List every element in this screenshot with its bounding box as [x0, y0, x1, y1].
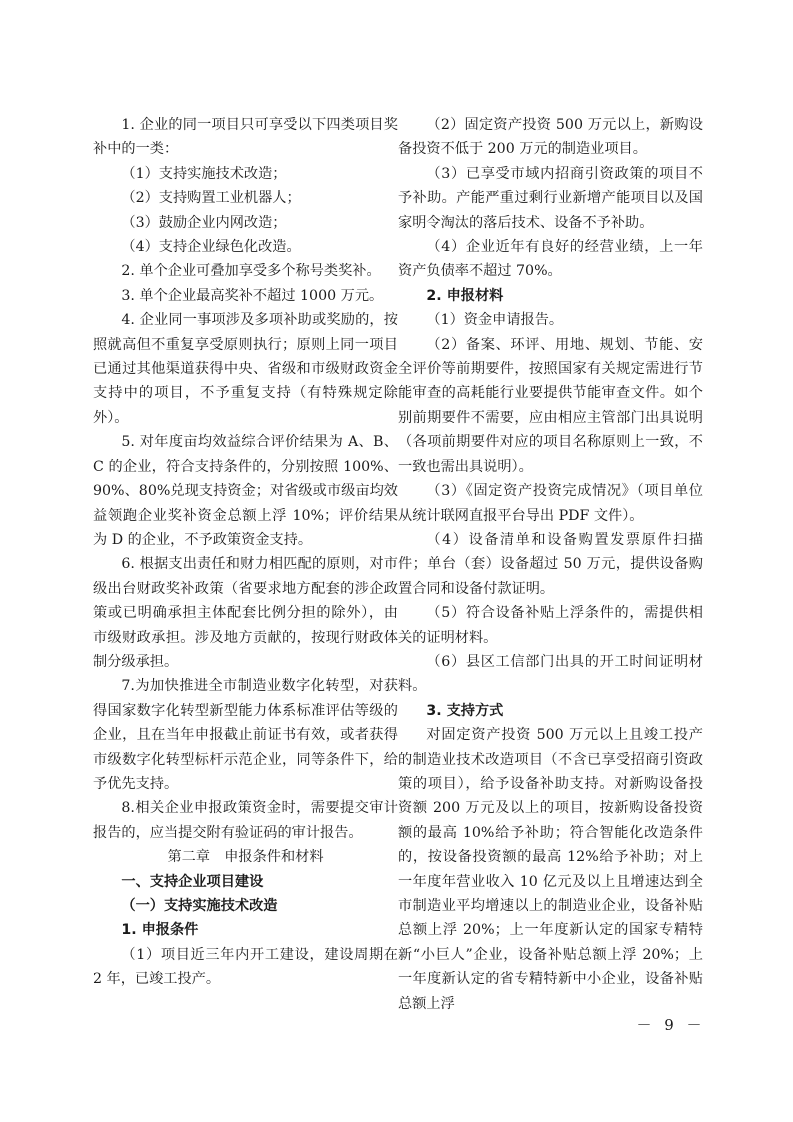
paragraph: （4）企业近年有良好的经营业绩，上一年资产负债率不超过 70%。	[398, 239, 703, 280]
item-heading: 1. 申报条件	[121, 922, 199, 939]
paragraph: 5. 对年度亩均效益综合评价结果为 A、B、C 的企业，符合支持条件的，分别按照 100%、90%、80%兑现支持资金；对省级或市级亩均效益领跑企业奖补资金总额上浮 10%；评价结果为 D 的企业，不予政策资金支持。	[93, 434, 398, 548]
paragraph: （2）固定资产投资 500 万元以上，新购设备投资不低于 200 万元的制造业项目。	[398, 117, 703, 158]
paragraph: 8.相关企业申报政策资金时，需要提交审计报告的，应当提交附有验证码的审计报告。	[93, 800, 398, 841]
paragraph: （6）县区工信部门出具的开工时间证明材料。	[398, 653, 703, 695]
paragraph: （2）备案、环评、用地、规划、节能、安全评价等前期要件，按照国家有关规定需进行节能审查的高耗能行业要提供节能审查文件。如个别前期要件不需要，应由相应主管部门出具说明（各项前期要件对应的项目名称原则上一致，不一致也需出具说明）。	[398, 336, 703, 475]
paragraph: （1）项目近三年内开工建设，建设周期在 2 年，已竣工投产。	[93, 946, 398, 988]
paragraph: （1）支持实施技术改造；	[121, 165, 287, 182]
paragraph: 3. 单个企业最高奖补不超过 1000 万元。	[121, 287, 384, 304]
subsection-heading: （一）支持实施技术改造	[121, 898, 278, 914]
paragraph: （2）支持购置工业机器人；	[121, 190, 301, 207]
paragraph: 7.为加快推进全市制造业数字化转型，对获得国家数字化转型新型能力体系标准评估等级的企业，且在当年申报截止前证书有效，或者获得市级数字化转型标杆示范企业，同等条件下，给予优先支持。	[93, 678, 398, 792]
paragraph: （1）资金申请报告。	[426, 312, 564, 329]
paragraph: （3）《固定资产投资完成情况》（项目单位从统计联网直报平台导出 PDF 文件）。	[398, 483, 703, 524]
item-heading: 2. 申报材料	[426, 287, 504, 304]
chapter-heading: 第二章 申报条件和材料	[167, 849, 324, 866]
left-column	[93, 113, 398, 992]
paragraph: 1. 企业的同一项目只可享受以下四类项目奖补中的一类：	[93, 117, 398, 158]
right-column	[398, 113, 703, 1016]
paragraph: 2. 单个企业可叠加享受多个称号类奖补。	[121, 263, 381, 280]
section-heading: 一、支持企业项目建设	[121, 873, 264, 890]
paragraph: 对固定资产投资 500 万元以上且竣工投产的制造业技术改造项目（不含已享受招商引资政策的项目），给予设备补助支持。对新购设备投资额 200 万元及以上的项目，按新购设备投资额的最高 10%给予补助；符合智能化改造条件的，按设备投资额的最高 12%给予补助；对上一年度年营业收入 10 亿元及以上且增速达到全市制造业平均增速以上的制造业企业，设备补贴总额上浮 20%；上一年度新认定的国家专精特新“小巨人”企业，设备补贴总额上浮 20%；上一年度新认定的省专精特新中小企业，设备补贴总额上浮	[398, 727, 703, 1012]
paragraph: （4）设备清单和设备购置发票原件扫描件；单台（套）设备超过 50 万元，提供设备购置合同和设备付款证明。	[398, 531, 703, 597]
paragraph: （5）符合设备补贴上浮条件的，需提供相关的证明材料。	[398, 605, 703, 646]
item-heading: 3. 支持方式	[426, 702, 504, 719]
paragraph: 4. 企业同一事项涉及多项补助或奖励的，按照就高但不重复享受原则执行；原则上同一项目已通过其他渠道获得中央、省级和市级财政资金支持中的项目，不予重复支持（有特殊规定除外）。	[93, 312, 398, 426]
page-number: － 9 －	[636, 1016, 706, 1034]
paragraph: （4）支持企业绿色化改造。	[121, 239, 301, 256]
paragraph: （3）已享受市域内招商引资政策的项目不予补助。产能严重过剩行业新增产能项目以及国家明令淘汰的落后技术、设备不予补助。	[398, 165, 703, 231]
paragraph: （3）鼓励企业内网改造；	[121, 214, 287, 231]
paragraph: 6. 根据支出责任和财力相匹配的原则，对市级出台财政奖补政策（省要求地方配套的涉企政策或已明确承担主体配套比例分担的除外），由市级财政承担。涉及地方贡献的，按现行财政体制分级承担。	[93, 556, 398, 670]
